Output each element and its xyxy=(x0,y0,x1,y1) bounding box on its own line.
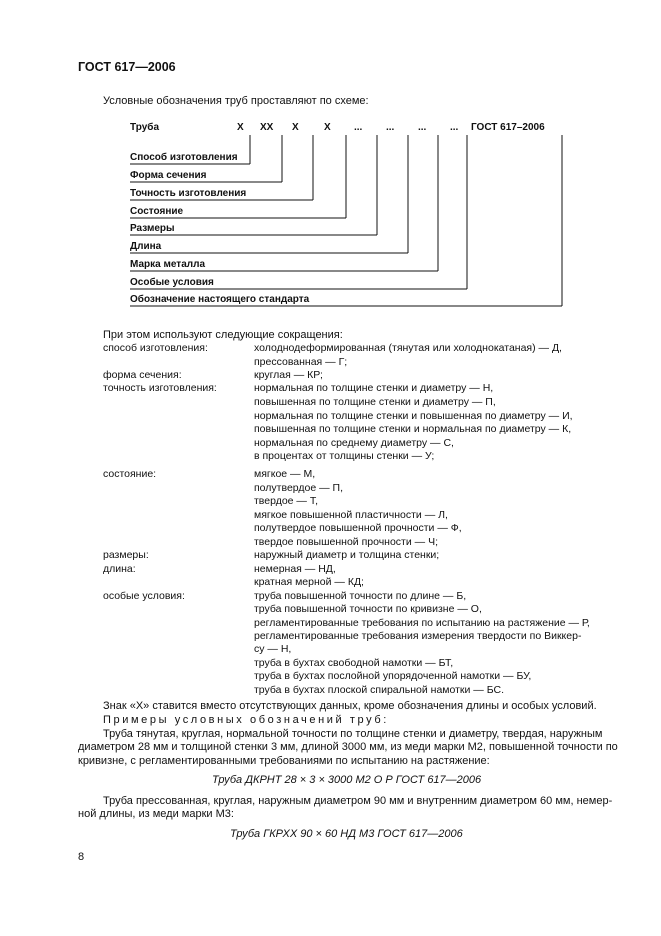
abbr-value: труба повышенной точности по кривизне — О, xyxy=(254,603,482,615)
example2-text: ной длины, из меди марки М3: xyxy=(78,808,234,820)
scheme-intro: Условные обозначения труб проставляют по схеме: xyxy=(103,95,369,107)
examples-title: Примеры условных обозначений труб: xyxy=(103,714,389,726)
abbr-label: длина: xyxy=(103,563,136,575)
scheme-row-label: Точность изготовления xyxy=(130,188,247,199)
abbr-value: холоднодеформированная (тянутая или холоднокатаная) — Д, xyxy=(254,342,562,354)
abbr-value: мягкое — М, xyxy=(254,468,316,480)
scheme-token: X xyxy=(237,122,244,133)
example1-designation: Труба ДКРНТ 28 × 3 × 3000 М2 О Р ГОСТ 617—2006 xyxy=(212,774,482,786)
note-text: Знак «Х» ставится вместо отсутствующих данных, кроме обозначения длины и особых условий. xyxy=(103,700,597,712)
scheme-token: X xyxy=(324,122,331,133)
abbr-value: в процентах от толщины стенки — У; xyxy=(254,450,435,462)
abbr-value: нормальная по толщине стенки и диаметру — Н, xyxy=(254,382,494,394)
abbr-value: твердое — Т, xyxy=(254,495,319,507)
abbr-value: труба повышенной точности по длине — Б, xyxy=(254,590,467,602)
abbr-value: нормальная по среднему диаметру — С, xyxy=(254,437,454,449)
abbr-value: полутвердое — П, xyxy=(254,482,343,494)
abbr-value: прессованная — Г; xyxy=(254,356,348,368)
abbr-label: форма сечения: xyxy=(103,369,182,381)
scheme-token: ... xyxy=(418,122,427,133)
scheme-row-label: Длина xyxy=(130,241,162,252)
scheme-row-label: Способ изготовления xyxy=(130,152,238,163)
document-header: ГОСТ 617—2006 xyxy=(78,60,176,74)
abbr-label: особые условия: xyxy=(103,590,185,602)
example1-text: кривизне, с регламентированными требованиями по испытанию на растяжение: xyxy=(78,755,490,767)
scheme-row-label: Форма сечения xyxy=(130,170,207,181)
scheme-row-label: Особые условия xyxy=(130,277,214,288)
scheme-token: XX xyxy=(260,122,274,133)
abbr-value: наружный диаметр и толщина стенки; xyxy=(254,549,440,561)
scheme-token: ... xyxy=(354,122,363,133)
abbr-value: немерная — НД, xyxy=(254,563,336,575)
scheme-token: ... xyxy=(386,122,395,133)
abbr-value: труба в бухтах свободной намотки — БТ, xyxy=(254,657,454,669)
scheme-row-label: Размеры xyxy=(130,223,175,234)
abbr-value: кратная мерной — КД; xyxy=(254,576,364,588)
abbr-label: размеры: xyxy=(103,549,149,561)
abbr-label: точность изготовления: xyxy=(103,382,217,394)
example1-text: Труба тянутая, круглая, нормальной точности по толщине стенки и диаметру, твердая, наружным xyxy=(103,728,603,740)
designation-scheme xyxy=(0,0,661,320)
abbr-value: труба в бухтах послойной упорядоченной намотки — БУ, xyxy=(254,670,532,682)
abbreviations-intro: При этом используют следующие сокращения: xyxy=(103,329,343,341)
scheme-token: ГОСТ 617–2006 xyxy=(471,122,545,133)
abbr-value: су — Н, xyxy=(254,643,292,655)
scheme-row-label: Состояние xyxy=(130,206,184,217)
abbr-value: мягкое повышенной пластичности — Л, xyxy=(254,509,448,521)
scheme-token: Труба xyxy=(130,122,160,133)
abbr-value: нормальная по толщине стенки и повышенная по диаметру — И, xyxy=(254,410,573,422)
abbr-label: способ изготовления: xyxy=(103,342,208,354)
abbr-value: труба в бухтах плоской спиральной намотки — БС. xyxy=(254,684,504,696)
example2-text: Труба прессованная, круглая, наружным диаметром 90 мм и внутренним диаметром 60 мм, немер- xyxy=(103,795,613,807)
abbr-value: регламентированные требования по испытанию на растяжение — Р, xyxy=(254,617,590,629)
scheme-token: X xyxy=(292,122,299,133)
abbr-value: твердое повышенной прочности — Ч; xyxy=(254,536,438,548)
example1-text: диаметром 28 мм и толщиной стенки 3 мм, длиной 3000 мм, из меди марки М2, повышенной точности по xyxy=(78,741,618,753)
scheme-row-label: Марка металла xyxy=(130,259,206,270)
abbr-label: состояние: xyxy=(103,468,157,480)
example2-designation: Труба ГКРХХ 90 × 60 НД М3 ГОСТ 617—2006 xyxy=(230,828,463,840)
scheme-token: ... xyxy=(450,122,459,133)
abbr-value: круглая — КР; xyxy=(254,369,323,381)
abbr-value: повышенная по толщине стенки и диаметру — П, xyxy=(254,396,496,408)
scheme-row-label: Обозначение настоящего стандарта xyxy=(130,294,310,305)
abbr-value: полутвердое повышенной прочности — Ф, xyxy=(254,522,462,534)
abbr-value: регламентированные требования измерения твердости по Виккер- xyxy=(254,630,582,642)
abbr-value: повышенная по толщине стенки и нормальная по диаметру — К, xyxy=(254,423,572,435)
page-number: 8 xyxy=(78,851,85,863)
